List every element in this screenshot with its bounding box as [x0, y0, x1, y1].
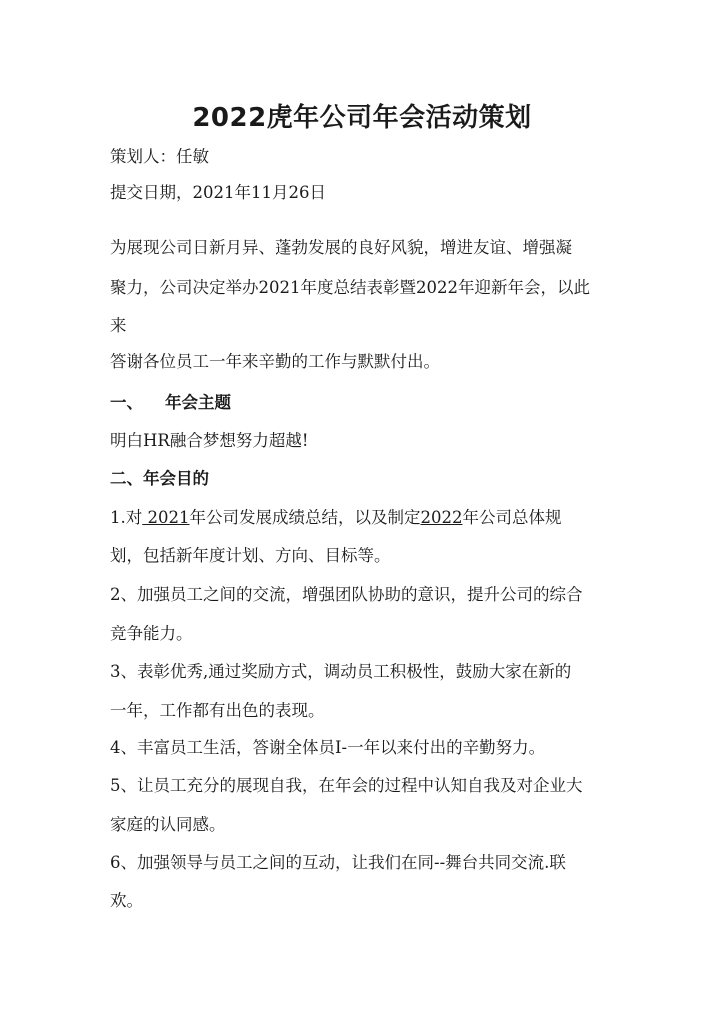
intro-line: 为展现公司日新月异、蓬勃发展的良好风貌，增进友谊、增强凝: [110, 238, 572, 257]
intro-line: 答谢各位员工一年来辛勤的工作与默默付出。: [110, 352, 440, 371]
purpose-item-2-cont: 竞争能力。: [110, 624, 193, 643]
purpose-item-6: 6、加强领导与员工之间的互动，让我们在同--舞台共同交流.联: [110, 853, 566, 872]
section1-heading-number: 一、: [110, 393, 143, 412]
underlined-year: 2021: [142, 508, 190, 527]
purpose-item-6-cont: 欢。: [110, 891, 143, 910]
section1-theme: 明白HR融合梦想努力超越!: [110, 431, 309, 450]
submission-date-line: 提交日期，2021年11月26日: [110, 183, 326, 202]
purpose-item-5: 5、让员工充分的展现自我，在年会的过程中认知自我及对企业大: [110, 776, 583, 795]
purpose-item-3: 3、表彰优秀,通过奖励方式，调动员工积极性，鼓励大家在新的: [110, 662, 572, 681]
purpose-item-1-cont: 划，包括新年度计划、方向、目标等。: [110, 546, 391, 565]
section1-heading: [110, 391, 231, 415]
purpose-item-5-cont: 家庭的认同感。: [110, 815, 226, 834]
underlined-year: 2022: [420, 508, 463, 527]
purpose-item-1: 1.对 2021年公司发展成绩总结，以及制定2022年公司总体规: [110, 508, 562, 527]
intro-line: 聚力，公司决定举办2021年度总结表彰暨2022年迎新年会，以此: [110, 278, 590, 297]
purpose-item-3-cont: 一年，工作都有出色的表现。: [110, 701, 325, 720]
purpose-item-2: 2、加强员工之间的交流，增强团队协助的意识，提升公司的综合: [110, 585, 583, 604]
document-title: 2022虎年公司年会活动策划: [192, 103, 532, 133]
intro-line: 来: [110, 316, 127, 335]
purpose-item-4: 4、丰富员工生活，答谢全体员I-一年以来付出的辛勤努力。: [110, 738, 546, 757]
section1-heading-text: 年会主题: [165, 393, 231, 412]
planner-line: 策划人：任敏: [110, 147, 209, 166]
section2-heading: 二、年会目的: [110, 469, 209, 488]
